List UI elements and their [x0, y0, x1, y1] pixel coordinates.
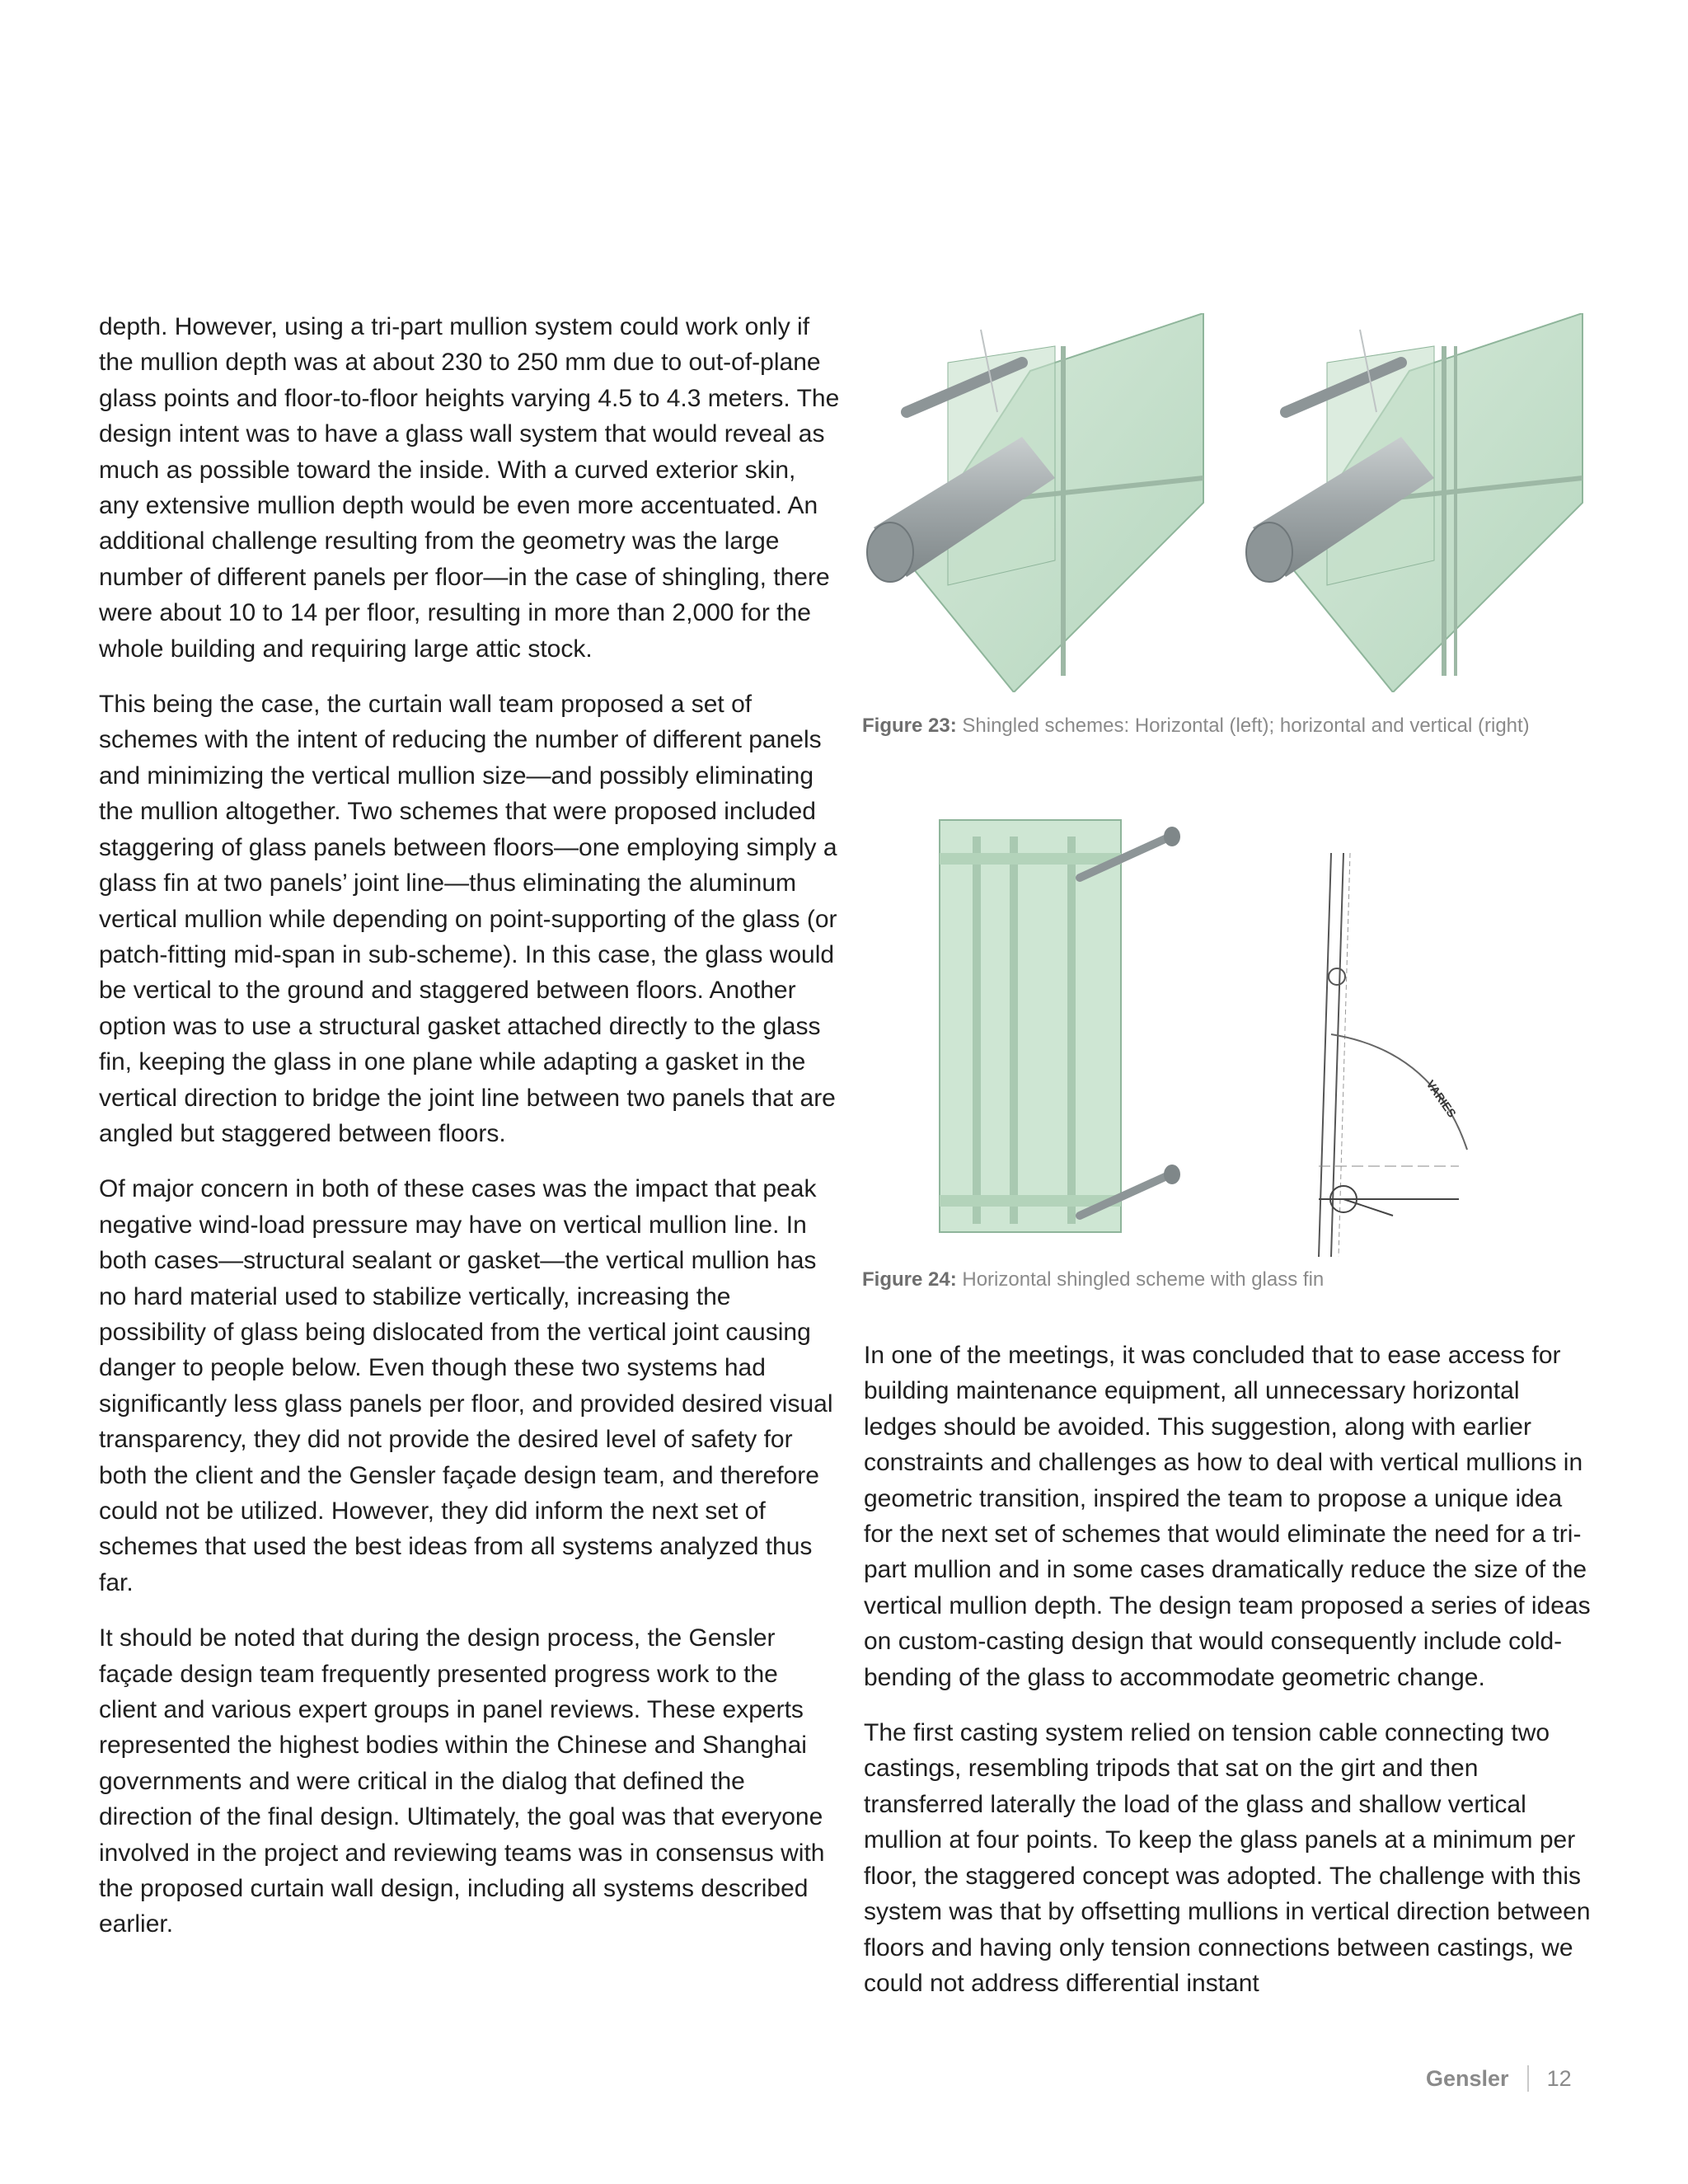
figure-23-caption	[862, 715, 1530, 738]
page-footer	[1426, 2064, 1572, 2093]
left-paragraph-1: depth. However, using a tri-part mullion system could work only if the mullion depth was at about 230 to 250 mm due to out-of-plane glass points and floor-to-floor heights varying 4.5 to 4.3 meters. The design intent was to have a glass wall system that would reveal as much as possible toward the inside. With a curved exterior skin, any extensive mullion depth would be even more accentuated. An additional challenge resulting from the geometry was the large number of different panels per floor—in the case of shingling, there were about 10 to 14 per floor, resulting in more than 2,000 for the whole building and requiring large attic stock.	[99, 313, 840, 663]
figure-23-image	[857, 313, 1599, 692]
figure-24-illustration	[857, 787, 1599, 1261]
brand-name: Gensler	[1426, 2065, 1509, 2091]
varies-label: VARIES	[1423, 1077, 1459, 1120]
figure-24-label: Figure 24:	[862, 1268, 957, 1291]
left-paragraph-3: Of major concern in both of these cases was the impact that peak negative wind-load pressure may have on vertical mullion line. In both cases—structural sealant or gasket—the vertical mullion has no hard material used to stabilize vertically, increasing the possibility of glass being dislocated from the vertical joint causing danger to people below. Even though these two systems had significantly less glass panels per floor, and provided desired visual transparency, they did not provide the desired level of safety for both the client and the Gensler façade design team, and therefore could not be utilized. However, they did inform the next set of schemes that used the best ideas from all systems analyzed thus far.	[99, 1175, 833, 1596]
right-paragraph-2: The first casting system relied on tension cable connecting two castings, resembling tripods that sat on the girt and then transferred laterally the load of the glass and shallow vertical mullion at four points. To keep the glass panels at a minimum per floor, the staggered concept was adopted. The challenge with this system was that by offsetting mullions in vertical direction between floors and having only tension connections between castings, we could not address differential instant	[864, 1719, 1591, 1997]
left-paragraph-2: This being the case, the curtain wall team proposed a set of schemes with the intent of reducing the number of different panels and minimizing the vertical mullion size—and possibly eliminating the mullion altogether. Two schemes that were proposed included staggering of glass panels between floors—one employing simply a glass fin at two panels’ joint line—thus eliminating the aluminum vertical mullion while depending on point-supporting of the glass (or patch-fitting mid-span in sub-scheme). In this case, the glass would be vertical to the ground and staggered between floors. Another option was to use a structural gasket attached directly to the glass fin, keeping the glass in one plane while adapting a gasket in the vertical direction to bridge the joint line between two panels that are angled but staggered between floors.	[99, 691, 837, 1147]
figure-23-caption-text: Shingled schemes: Horizontal (left); horizontal and vertical (right)	[962, 715, 1530, 737]
figure-23-label: Figure 23:	[862, 715, 957, 737]
left-text-column	[99, 309, 841, 1962]
left-paragraph-4: It should be noted that during the design process, the Gensler façade design team frequently presented progress work to the client and various expert groups in panel reviews. These experts represented the highest bodies within the Chinese and Shanghai governments and were critical in the dialog that defined the direction of the final design. Ultimately, the goal was that everyone involved in the project and reviewing teams was in consensus with the proposed curtain wall design, including all systems described earlier.	[99, 1624, 825, 1938]
footer-divider	[1527, 2065, 1529, 2092]
figure-24-caption-text: Horizontal shingled scheme with glass fin	[962, 1268, 1325, 1291]
glass-fin-section-drawing	[1319, 853, 1467, 1257]
glass-fin-render	[940, 820, 1180, 1232]
figure-23-illustration	[857, 313, 1599, 692]
page-number: 12	[1546, 2065, 1572, 2091]
right-paragraph-1: In one of the meetings, it was concluded that to ease access for building maintenance equipment, all unnecessary horizontal ledges should be avoided. This suggestion, along with earlier constraints and challenges as how to deal with vertical mullions in geometric transition, inspired the team to propose a unique idea for the next set of schemes that would eliminate the need for a tri-part mullion and in some cases dramatically reduce the size of the vertical mullion depth. The design team proposed a series of ideas on custom-casting design that would consequently include cold-bending of the glass to accommodate geometric change.	[864, 1342, 1591, 1691]
shingled-horizontal-vertical-render	[1246, 313, 1582, 692]
shingled-horizontal-render	[867, 313, 1203, 692]
figure-24-caption	[862, 1268, 1324, 1291]
right-text-column	[864, 1338, 1597, 2021]
figure-24-image	[857, 787, 1599, 1261]
